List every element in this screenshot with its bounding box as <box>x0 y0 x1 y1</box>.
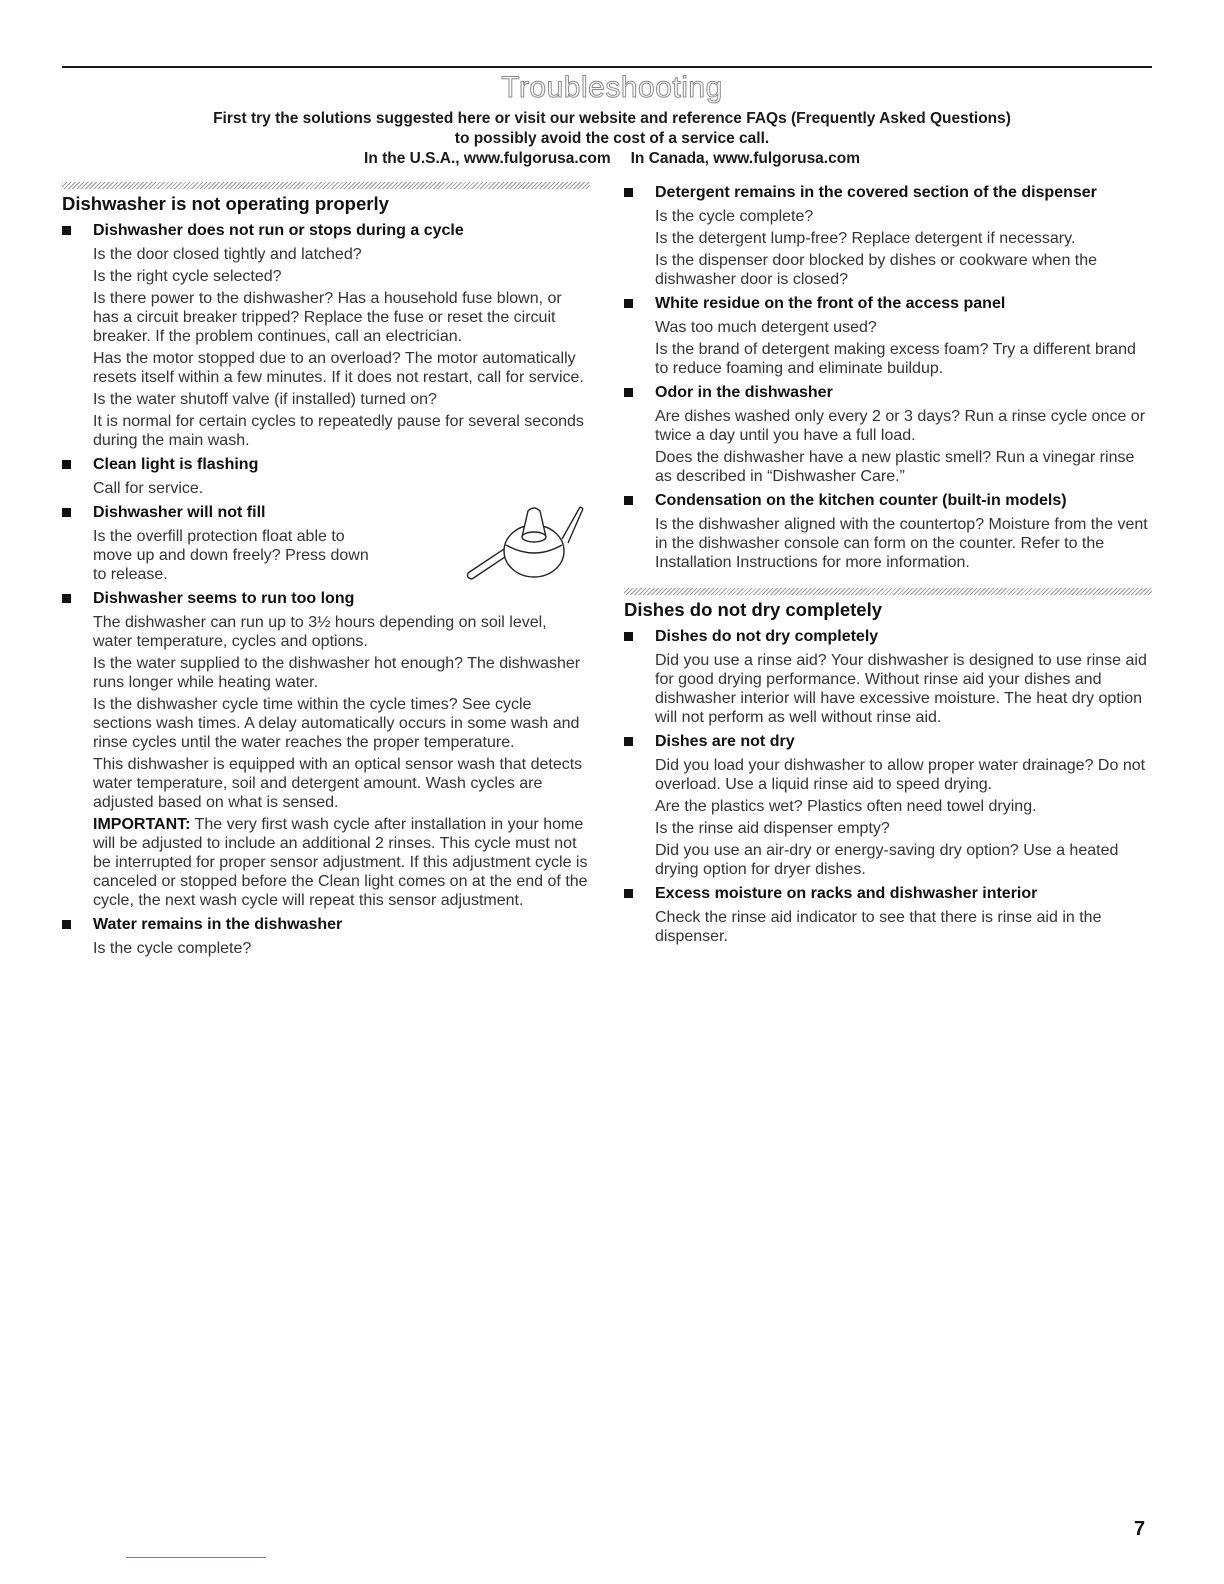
square-bullet-icon <box>62 226 71 235</box>
square-bullet-icon <box>624 299 633 308</box>
item-text: Is there power to the dishwasher? Has a household fuse blown, or has a circuit breaker tripped? Replace the fuse or reset the circuit breaker. If the problem continues, call an electrician. <box>93 290 562 345</box>
square-bullet-icon <box>624 737 633 746</box>
important-note <box>93 815 590 910</box>
intro-text <box>0 109 1224 169</box>
right-column <box>624 182 1152 946</box>
item-text: Is the water supplied to the dishwasher hot enough? The dishwasher runs longer while heating water. <box>93 655 581 691</box>
item-body <box>624 207 1152 289</box>
item-text: Is the cycle complete? <box>93 940 252 957</box>
footer-line <box>126 1557 266 1558</box>
item-text: Check the rinse aid indicator to see that there is rinse aid in the dispenser. <box>655 909 1102 945</box>
item-text: Is the dishwasher cycle time within the cycle times? See cycle sections wash times. A delay automatically occurs in some wash and rinse cycles until the water reaches the proper temperature. <box>93 696 580 751</box>
page-number: 7 <box>1134 1518 1146 1540</box>
item-heading: Dishes do not dry completely <box>624 626 1152 647</box>
item-body <box>624 515 1152 572</box>
item-text: Was too much detergent used? <box>655 319 877 336</box>
trouble-item <box>624 731 1152 879</box>
square-bullet-icon <box>62 508 71 517</box>
trouble-item <box>624 490 1152 572</box>
item-text: Is the water shutoff valve (if installed) turned on? <box>93 391 437 408</box>
square-bullet-icon <box>624 496 633 505</box>
square-bullet-icon <box>624 889 633 898</box>
square-bullet-icon <box>62 920 71 929</box>
item-body <box>624 908 1152 946</box>
trouble-item <box>62 502 590 584</box>
left-column <box>62 182 590 958</box>
item-heading: Excess moisture on racks and dishwasher interior <box>624 883 1152 904</box>
item-heading: Dishwasher seems to run too long <box>62 588 590 609</box>
item-text: This dishwasher is equipped with an optical sensor wash that detects water temperature, soil and detergent amount. Wash cycles are adjusted based on what is sensed. <box>93 756 583 811</box>
overfill-float-icon <box>466 499 584 583</box>
item-body <box>624 651 1152 727</box>
section-title-drying: Dishes do not dry completely <box>624 599 883 620</box>
trouble-item <box>62 914 590 958</box>
item-text: Did you use an air-dry or energy-saving dry option? Use a heated drying option for dryer dishes. <box>655 842 1119 878</box>
item-body <box>624 407 1152 486</box>
item-heading: Clean light is flashing <box>62 454 590 475</box>
item-text: It is normal for certain cycles to repeatedly pause for several seconds during the main wash. <box>93 413 584 449</box>
item-heading: Dishes are not dry <box>624 731 1152 752</box>
item-heading: Odor in the dishwasher <box>624 382 1152 403</box>
item-heading: Detergent remains in the covered section of the dispenser <box>624 182 1152 203</box>
intro-line-2: to possibly avoid the cost of a service call. <box>454 130 770 147</box>
square-bullet-icon <box>624 388 633 397</box>
item-text: Did you use a rinse aid? Your dishwasher is designed to use rinse aid for good drying performance. Without rinse aid your dishes and dishwasher interior will have excessive moisture. The heat dry option will not perform as well without rinse aid. <box>655 652 1147 726</box>
item-text: Did you load your dishwasher to allow proper water drainage? Do not overload. Use a liquid rinse aid to speed drying. <box>655 757 1146 793</box>
trouble-item <box>624 883 1152 946</box>
intro-canada-link[interactable]: In Canada, www.fulgorusa.com <box>630 150 860 167</box>
item-heading: White residue on the front of the access panel <box>624 293 1152 314</box>
intro-line-1: First try the solutions suggested here or visit our website and reference FAQs (Frequently Asked Questions) <box>213 110 1011 127</box>
item-text: Is the rinse aid dispenser empty? <box>655 820 890 837</box>
item-body <box>62 939 590 958</box>
item-heading: Condensation on the kitchen counter (built-in models) <box>624 490 1152 511</box>
item-heading: Dishwasher will not fill <box>62 502 590 523</box>
item-text: Is the door closed tightly and latched? <box>93 246 362 263</box>
trouble-item <box>62 454 590 498</box>
important-label: IMPORTANT: <box>93 816 191 833</box>
item-heading: Dishwasher does not run or stops during a cycle <box>62 220 590 241</box>
item-text: Are the plastics wet? Plastics often need towel drying. <box>655 798 1037 815</box>
item-text: Are dishes washed only every 2 or 3 days? Run a rinse cycle once or twice a day until you have a full load. <box>655 408 1146 444</box>
item-text: The dishwasher can run up to 3½ hours depending on soil level, water temperature, cycles and options. <box>93 614 547 650</box>
item-body <box>62 613 590 910</box>
trouble-item <box>62 220 590 450</box>
square-bullet-icon <box>62 594 71 603</box>
trouble-item <box>62 588 590 910</box>
square-bullet-icon <box>624 188 633 197</box>
square-bullet-icon <box>624 632 633 641</box>
trouble-item <box>624 382 1152 486</box>
item-body <box>62 479 590 498</box>
item-text: Is the cycle complete? <box>655 208 814 225</box>
item-text: Is the dispenser door blocked by dishes or cookware when the dishwasher door is closed? <box>655 252 1098 288</box>
intro-usa-link[interactable]: In the U.S.A., www.fulgorusa.com <box>364 150 611 167</box>
item-body <box>624 756 1152 879</box>
intro-line-3 <box>0 149 1224 169</box>
square-bullet-icon <box>62 460 71 469</box>
item-text: Is the right cycle selected? <box>93 268 282 285</box>
item-text: Is the brand of detergent making excess foam? Try a different brand to reduce foaming and eliminate buildup. <box>655 341 1136 377</box>
item-text: Call for service. <box>93 480 204 497</box>
item-heading: Water remains in the dishwasher <box>62 914 590 935</box>
section-bar <box>624 588 1152 595</box>
item-body <box>62 527 590 584</box>
section-title-operating: Dishwasher is not operating properly <box>62 193 389 214</box>
trouble-item <box>624 626 1152 727</box>
item-body <box>62 245 590 450</box>
item-body <box>624 318 1152 378</box>
item-text: Is the overfill protection float able to move up and down freely? Press down to release. <box>93 528 369 583</box>
item-text: Is the detergent lump-free? Replace detergent if necessary. <box>655 230 1076 247</box>
trouble-item <box>624 182 1152 289</box>
item-text: Is the dishwasher aligned with the countertop? Moisture from the vent in the dishwasher console can form on the counter. Refer to the Installation Instructions for more information. <box>655 516 1148 571</box>
item-text: Has the motor stopped due to an overload? The motor automatically resets itself within a few minutes. If it does not restart, call for service. <box>93 350 584 386</box>
important-text: The very first wash cycle after installation in your home will be adjusted to include an additional 2 rinses. This cycle must not be interrupted for proper sensor adjustment. If this adjustment cycle is canceled or stopped before the Clean light comes on at the end of the cycle, the next wash cycle will repeat this sensor adjustment. <box>93 816 588 909</box>
trouble-item <box>624 293 1152 378</box>
section-bar <box>62 182 590 189</box>
item-text: Does the dishwasher have a new plastic smell? Run a vinegar rinse as described in “Dishwasher Care.” <box>655 449 1135 485</box>
page-title: Troubleshooting <box>501 71 723 104</box>
